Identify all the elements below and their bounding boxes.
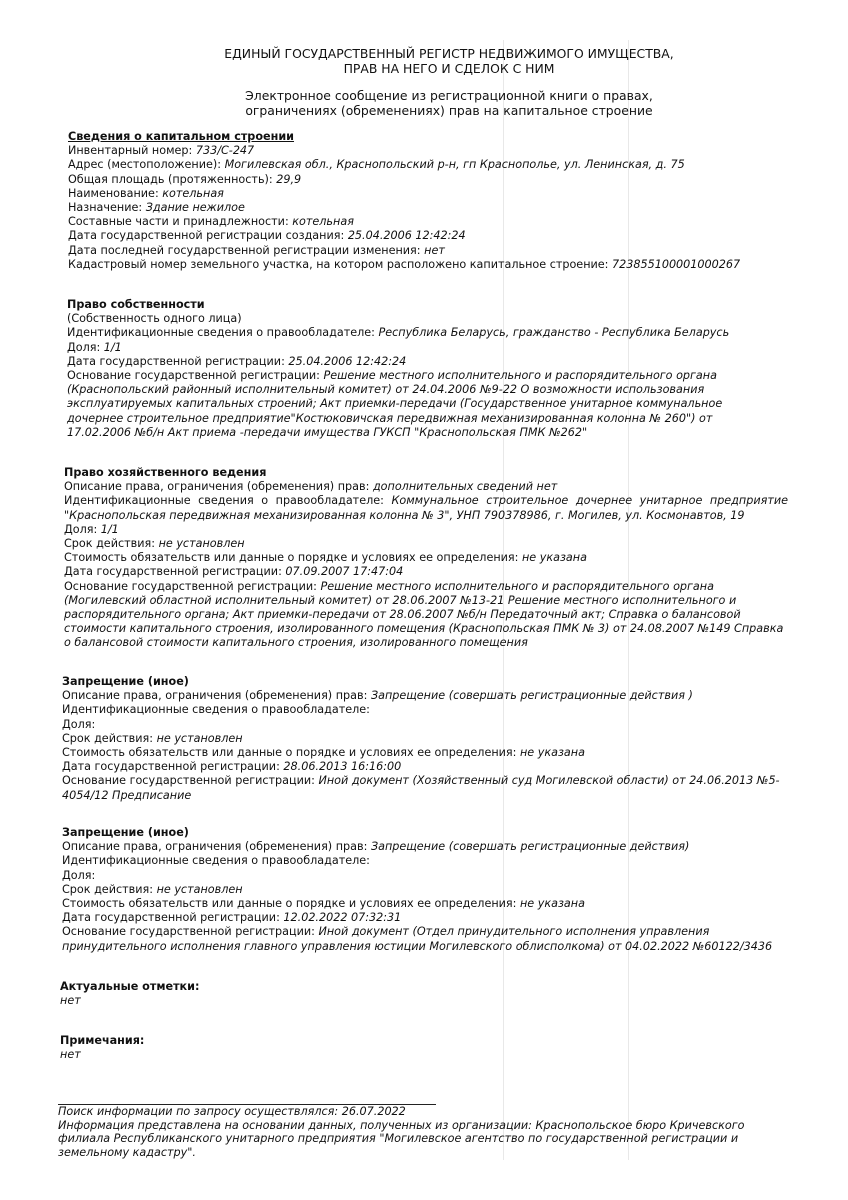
section-title: Сведения о капитальном строении (68, 130, 295, 143)
field-row: Назначение: Здание нежилое (68, 201, 245, 215)
register-title: ЕДИНЫЙ ГОСУДАРСТВЕННЫЙ РЕГИСТР НЕДВИЖИМОГО ИМУЩЕСТВА, ПРАВ НА НЕГО И СДЕЛОК С НИМ (224, 46, 674, 76)
field-row: Стоимость обязательств или данные о порядке и условиях ее определения: не указана (62, 746, 585, 760)
field-row: Срок действия: не установлен (64, 537, 245, 551)
field-row: Идентификационные сведения о правообладателе: Республика Беларусь, гражданство - Республика Беларусь (67, 326, 730, 340)
field-row: Доля: 1/1 (67, 340, 122, 354)
field-row: Идентификационные сведения о правообладателе: Коммунальное строительное дочернее унитарное предприятие "Краснопольская передвижная механизированная колонна № 3", УНП 790378986, г. Могилев, ул. Космонавтов, 19 (64, 494, 789, 522)
field-row: Стоимость обязательств или данные о порядке и условиях ее определения: не указана (64, 551, 587, 565)
field-row: Идентификационные сведения о правообладателе: (62, 854, 370, 868)
field-row: Доля: 1/1 (64, 522, 119, 536)
field-row: Наименование: котельная (68, 186, 224, 200)
source-info: Информация представлена на основании данных, полученных из организации: Краснопольское бюро Кричевского филиала Республиканского унитарного предприятия "Могилевское агентство по государственной регистрации и земельному кадастру". (58, 1118, 745, 1159)
field-row: Адрес (местоположение): Могилевская обл., Краснопольский р-н, гп Краснополье, ул. Ленинская, д. 75 (68, 158, 685, 172)
field-row: Составные части и принадлежности: котельная (68, 215, 354, 229)
field-row: Основание государственной регистрации: Решение местного исполнительного и распорядительного органа (Краснопольский районный исполнительный комитет) от 24.04.2006 №9-22 О возможности использования эксплуатируемых капитальных строений; Акт приемки-передачи (Государственное унитарное коммунальное дочернее строительное предприятие"Костюковичская передвижная механизированная колонна № 260") от 17.02.2006 №б/н Акт приема -передачи имущества ГУКСП "Краснопольская ПМК №262" (67, 369, 723, 439)
field-row: Стоимость обязательств или данные о порядке и условиях ее определения: не указана (62, 897, 585, 911)
field-row: Кадастровый номер земельного участка, на котором расположено капитальное строение: 723855100001000267 (68, 257, 741, 271)
current-marks-section (60, 980, 460, 1008)
notes-section (60, 1034, 460, 1062)
notes-value: нет (60, 1048, 81, 1062)
ownership-type: (Собственность одного лица) (67, 312, 242, 326)
field-row: Доля: (62, 717, 96, 731)
field-row: Описание права, ограничения (обременения) прав: дополнительных сведений нет (64, 480, 558, 494)
prohibition-section (62, 826, 807, 954)
field-row: Срок действия: не установлен (62, 731, 243, 745)
document-footer (58, 1105, 788, 1159)
field-row: Основание государственной регистрации: Решение местного исполнительного и распорядительного органа (Могилевский областной исполнительный комитет) от 28.06.2007 №13-21 Решение местного исполнительного и распорядительного органа; Акт приемки-передачи от 28.06.2007 №б/н Передаточный акт; Справка о балансовой стоимости капитального строения, изолированного помещения (Краснопольская ПМК № 3) от 24.08.2007 №149 Справка о балансовой стоимости капитального строения, изолированного помещения (64, 579, 784, 650)
section-title: Запрещение (иное) (62, 826, 189, 839)
field-row: Описание права, ограничения (обременения) прав: Запрещение (совершать регистрационные действия) (62, 840, 690, 854)
ownership-section (67, 298, 747, 440)
current-marks-value: нет (60, 994, 81, 1008)
section-title: Запрещение (иное) (62, 675, 189, 688)
prohibition-section (62, 675, 792, 803)
field-row: Дата государственной регистрации: 25.04.2006 12:42:24 (67, 354, 407, 368)
section-title: Право хозяйственного ведения (64, 466, 267, 479)
field-row: Описание права, ограничения (обременения) прав: Запрещение (совершать регистрационные действия ) (62, 689, 693, 703)
section-title: Примечания: (60, 1034, 145, 1047)
document-header (0, 46, 848, 118)
field-row: Инвентарный номер: 733/С-247 (68, 144, 255, 158)
building-section (68, 130, 788, 272)
field-row: Идентификационные сведения о правообладателе: (62, 703, 370, 717)
field-row: Основание государственной регистрации: Иной документ (Отдел принудительного исполнения управления принудительного исполнения главного управления юстиции Могилевского облисполкома) от 04.02.2022 №60122/3436 (62, 925, 773, 953)
field-row: Дата государственной регистрации: 07.09.2007 17:47:04 (64, 565, 404, 579)
search-date: Поиск информации по запросу осуществлялся: 26.07.2022 (58, 1105, 406, 1118)
economic-right-section (64, 466, 788, 651)
field-row: Дата государственной регистрации: 12.02.2022 07:32:31 (62, 911, 402, 925)
field-row: Срок действия: не установлен (62, 882, 243, 896)
section-title: Актуальные отметки: (60, 980, 200, 993)
field-row: Общая площадь (протяженность): 29,9 (68, 172, 302, 186)
field-row: Основание государственной регистрации: Иной документ (Хозяйственный суд Могилевской области) от 24.06.2013 №5-4054/12 Предписание (62, 774, 780, 802)
field-row: Дата государственной регистрации создания: 25.04.2006 12:42:24 (68, 229, 466, 243)
field-row: Дата государственной регистрации: 28.06.2013 16:16:00 (62, 760, 402, 774)
field-row: Дата последней государственной регистрации изменения: нет (68, 243, 445, 257)
document-subtitle: Электронное сообщение из регистрационной книги о правах, ограничениях (обременениях) прав на капитальное строение (245, 88, 653, 118)
section-title: Право собственности (67, 298, 205, 311)
field-row: Доля: (62, 868, 96, 882)
